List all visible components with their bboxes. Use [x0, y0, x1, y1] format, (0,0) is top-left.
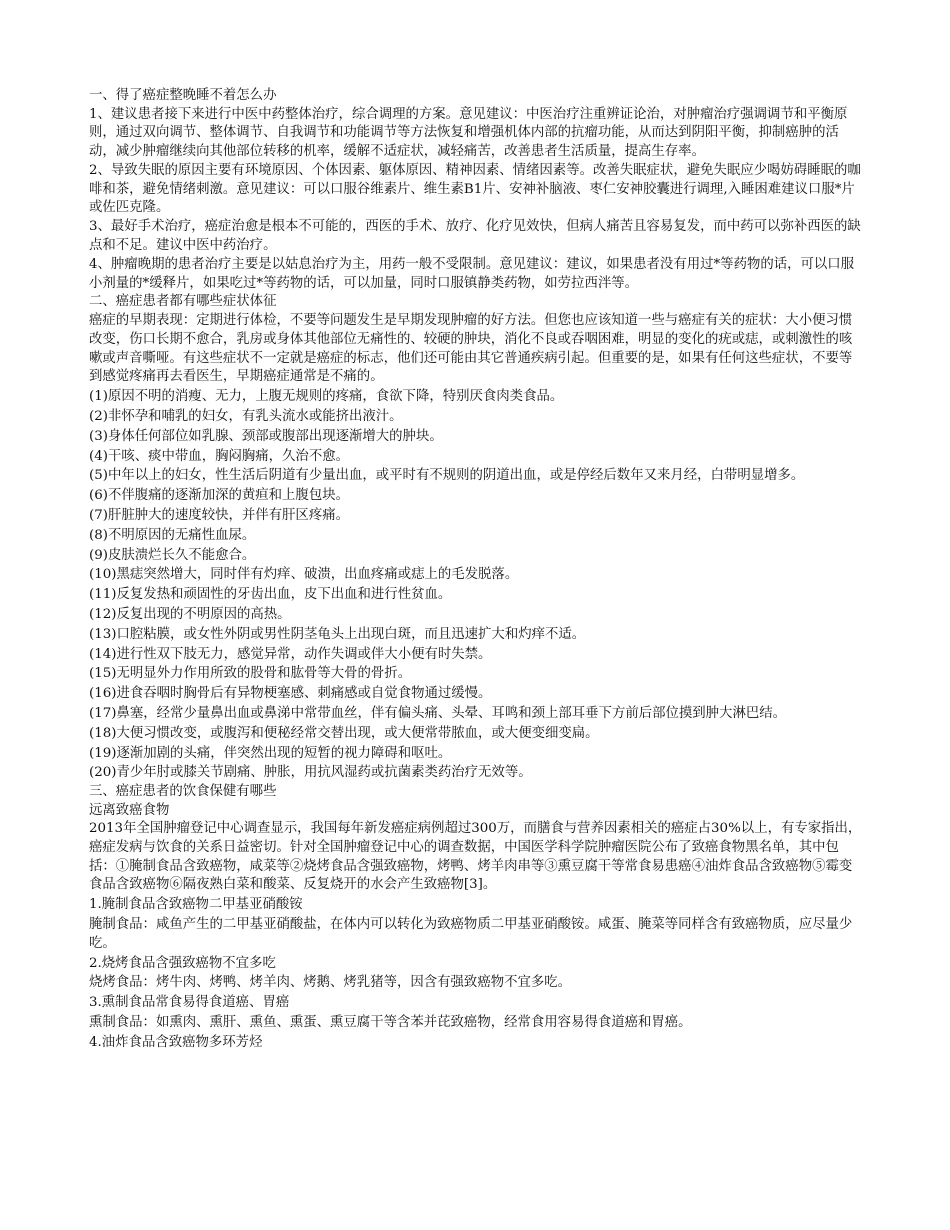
list-item: (1)原因不明的消瘦、无力，上腹无规则的疼痛，食欲下降，特别厌食肉类食品。: [89, 389, 564, 405]
list-item: 熏制食品：如熏肉、熏肝、熏鱼、熏蛋、熏豆腐干等含苯并芘致癌物，经常食用容易得食道癌和胃癌。: [89, 1015, 692, 1031]
list-item: 1.腌制食品含致癌物二甲基亚硝酸铵: [89, 897, 303, 913]
list-item: (3)身体任何部位如乳腺、颈部或腹部出现逐渐增大的肿块。: [89, 428, 443, 444]
list-item: (4)干咳、痰中带血，胸闷胸痛，久治不愈。: [89, 448, 349, 464]
paragraph: 癌症的早期表现：定期进行体检，不要等问题发生是早期发现肿瘤的好方法。但您也应该知道一些与癌症有关的症状：大小便习惯改变，伤口长期不愈合，乳房或身体其他部位无痛性的、较硬的肿块，消化不良或吞咽困难，明显的变化的疣或痣，或刺激性的咳嗽或声音嘶哑。有这些症状不一定就是癌症的标志，他们还可能由其它普通疾病引起。但重要的是，如果有任何这些症状，不要等到感觉疼痛再去看医生，早期癌症通常是不痛的。: [89, 312, 853, 385]
list-item: (6)不伴腹痛的逐渐加深的黄疸和上腹包块。: [89, 488, 349, 504]
paragraph: 3、最好手术治疗，癌症治愈是根本不可能的，西医的手术、放疗、化疗见效快，但病人痛苦且容易复发，而中药可以弥补西医的缺点和不足。建议中医中药治疗。: [89, 219, 861, 254]
list-item: (18)大便习惯改变，或腹泻和便秘经常交替出现，或大便常带脓血，或大便变细变扁。: [89, 725, 599, 741]
list-item: (8)不明原因的无痛性血尿。: [89, 527, 256, 543]
list-item: (5)中年以上的妇女，性生活后阴道有少量出血，或平时有不规则的阴道出血，或是停经后数年又来月经，白带明显增多。: [89, 468, 805, 484]
list-item: (19)逐渐加剧的头痛，伴突然出现的短暂的视力障碍和呕吐。: [89, 745, 452, 761]
list-item: 4.油炸食品含致癌物多环芳烃: [89, 1034, 263, 1050]
paragraph: 1、建议患者接下来进行中医中药整体治疗，综合调理的方案。意见建议：中医治疗注重辨证论治，对肿瘤治疗强调调节和平衡原则，通过双向调节、整体调节、自我调节和功能调节等方法恢复和增强机体内部的抗瘤功能，从而达到阴阳平衡，抑制癌肿的活动，减少肿瘤继续向其他部位转移的机率，缓解不适症状，减轻痛苦，改善患者生活质量，提高生存率。: [89, 106, 848, 160]
section-heading: 二、癌症患者都有哪些症状体征: [89, 294, 277, 310]
list-item: (10)黑痣突然增大，同时伴有灼痒、破溃，出血疼痛或痣上的毛发脱落。: [89, 567, 519, 583]
list-item: 3.熏制食品常食易得食道癌、胃癌: [89, 995, 290, 1011]
list-item: (13)口腔粘膜，或女性外阴或男性阴茎龟头上出现白斑，而且迅速扩大和灼痒不适。: [89, 626, 586, 642]
list-item: (14)进行性双下肢无力，感觉异常，动作失调或伴大小便有时失禁。: [89, 646, 492, 662]
section-heading: 三、癌症患者的饮食保健有哪些: [89, 784, 277, 800]
section-heading: 一、得了癌症整晚睡不着怎么办: [89, 88, 277, 103]
list-item: (15)无明显外力作用所致的股骨和肱骨等大骨的骨折。: [89, 666, 412, 682]
list-item: (2)非怀孕和哺乳的妇女，有乳头流水或能挤出液汁。: [89, 408, 403, 424]
paragraph: 2、导致失眠的原因主要有环境原因、个体因素、躯体原因、精神因素、情绪因素等。改善失眠症状，避免失眠应少喝妨碍睡眠的咖啡和茶，避免情绪刺激。意见建议：可以口服谷维素片、维生素B1片、安神补脑液、枣仁安神胶囊进行调理,入睡困难建议口服*片或佐匹克隆。: [89, 162, 861, 216]
list-item: 烧烤食品：烤牛肉、烤鸭、烤羊肉、烤鹅、烤乳猪等，因含有强致癌物不宜多吃。: [89, 975, 572, 991]
list-item: (17)鼻塞，经常少量鼻出血或鼻涕中常带血丝，伴有偏头痛、头晕、耳鸣和颈上部耳垂下方前后部位摸到肿大淋巴结。: [89, 705, 787, 721]
list-item: (11)反复发热和顽固性的牙齿出血，皮下出血和进行性贫血。: [89, 587, 452, 603]
list-item: (20)青少年肘或膝关节剧痛、肿胀，用抗风湿药或抗菌素类药治疗无效等。: [89, 765, 532, 781]
list-item: (16)进食吞咽时胸骨后有异物梗塞感、刺痛感或自觉食物通过缓慢。: [89, 686, 492, 702]
list-item: 2.烧烤食品含强致癌物不宜多吃: [89, 955, 276, 971]
list-item: (12)反复出现的不明原因的高热。: [89, 606, 291, 622]
list-item: 腌制食品：咸鱼产生的二甲基亚硝酸盐，在体内可以转化为致癌物质二甲基亚硝酸铵。咸蛋、腌菜等同样含有致癌物质，应尽量少吃。: [89, 917, 853, 951]
paragraph: 2013年全国肿瘤登记中心调查显示，我国每年新发癌症病例超过300万，而膳食与营养因素相关的癌症占30%以上，有专家指出，癌症发病与饮食的关系日益密切。针对全国肿瘤登记中心的调查数据，中国医学科学院肿瘤医院公布了致癌食物黑名单，其中包括：①腌制食品含致癌物，咸菜等②烧烤食品含强致癌物，烤鸭、烤羊肉串等③熏豆腐干等常食易患癌④油炸食品含致癌物⑤霉变食品含致癌物⑥隔夜熟白菜和酸菜、反复烧开的水会产生致癌物[3]。: [89, 821, 862, 893]
section-heading: 远离致癌食物: [89, 802, 170, 818]
list-item: (9)皮肤溃烂长久不能愈合。: [89, 547, 256, 563]
list-item: (7)肝脏肿大的速度较快，并伴有肝区疼痛。: [89, 507, 349, 523]
paragraph: 4、肿瘤晚期的患者治疗主要是以姑息治疗为主，用药一般不受限制。意见建议：建议，如果患者没有用过*等药物的话，可以口服小剂量的*缓释片，如果吃过*等药物的话，可以加量，同时口服镇静类药物，如劳拉西泮等。: [89, 256, 855, 291]
